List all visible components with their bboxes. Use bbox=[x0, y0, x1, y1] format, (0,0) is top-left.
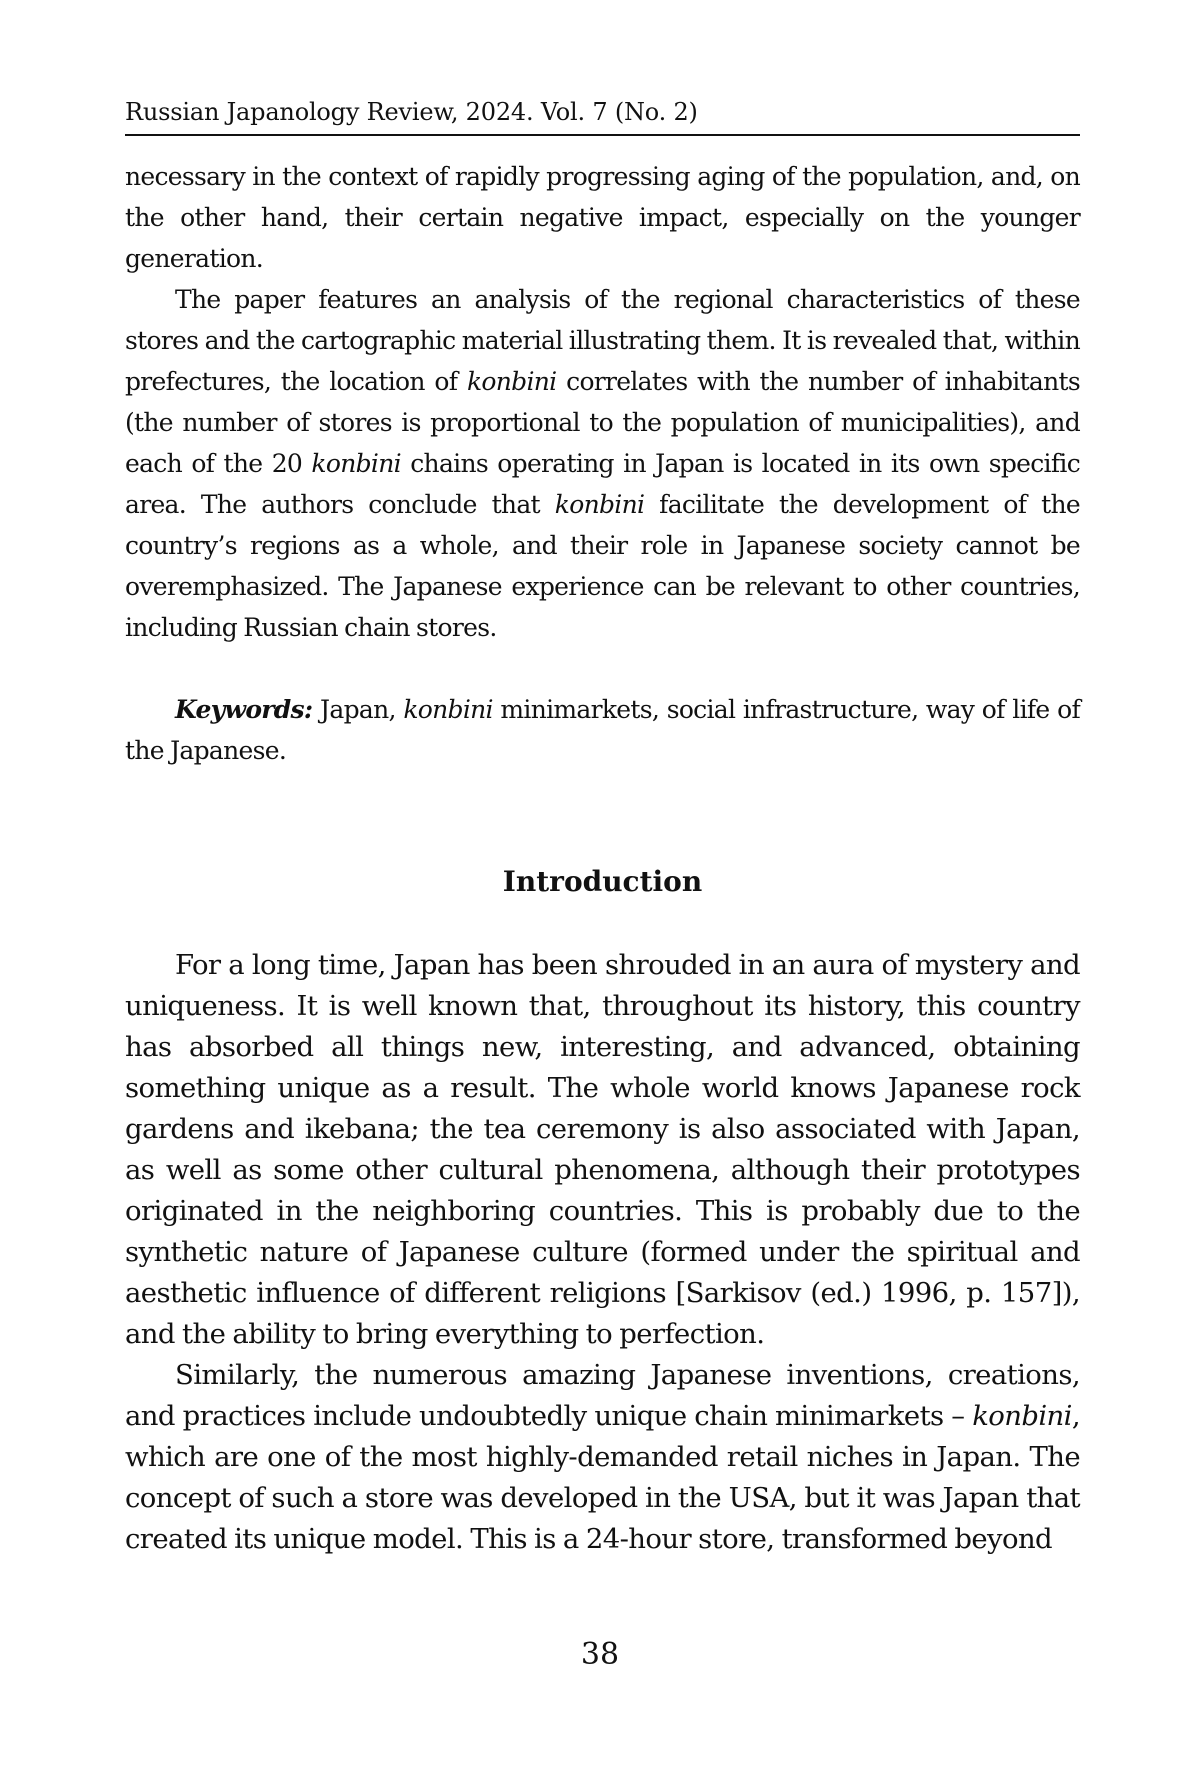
konbini-term: konbini bbox=[554, 490, 645, 519]
abstract-p2-text-c: chains operating in Japan is located in its own specific area. The authors conclude that bbox=[125, 449, 1080, 519]
introduction-paragraph-1: For a long time, Japan has been shrouded in an aura of mystery and uniqueness. It is well known that, throughout its history, this country has absorbed all things new, interesting, and advanced, obtaining something unique as a result. The whole world knows Japanese rock gardens and ikebana; the tea ceremony is also associated with Japan, as well as some other cultural phenomena, although their prototypes originated in the neighboring countries. This is probably due to the synthetic nature of Japanese culture (formed under the spiritual and aesthetic influence of different religions [Sarkisov (ed.) 1996, p. 157]), and the ability to bring everything to perfection. bbox=[125, 949, 1080, 1350]
keywords-paragraph bbox=[125, 689, 1080, 771]
abstract-section bbox=[125, 156, 1080, 771]
konbini-term: konbini bbox=[403, 695, 493, 724]
abstract-p2-text-b: correlates with the number of inhabitants (the number of stores is proportional to the population of municipalities), and each of the 20 bbox=[125, 367, 1080, 478]
intro-p2-text-b: , which are one of the most highly-demanded retail niches in Japan. The concept of such a store was developed in the USA, but it was Japan that created its unique model. This is a 24-hour store, transformed beyond bbox=[125, 1400, 1080, 1555]
section-heading-introduction: Introduction bbox=[502, 865, 703, 898]
keywords-text-a: Japan, bbox=[312, 695, 404, 724]
page-number: 38 bbox=[580, 1637, 620, 1672]
introduction-paragraph-2 bbox=[125, 1355, 1080, 1560]
konbini-term: konbini bbox=[466, 367, 557, 396]
abstract-p2-text-d: facilitate the development of the country’s regions as a whole, and their role in Japanese society cannot be overemphasized. The Japanese experience can be relevant to other countries, including Russian chain stores. bbox=[125, 490, 1080, 642]
keywords-text-b: minimarkets, social infrastructure, way of life of the Japanese. bbox=[125, 695, 1080, 765]
running-header: Russian Japanology Review, 2024. Vol. 7 (No. 2) bbox=[125, 96, 1080, 136]
abstract-p2-text-a: The paper features an analysis of the regional characteristics of these stores and the cartographic material illustrating them. It is revealed that, within prefectures, the location of bbox=[125, 285, 1080, 396]
page-content bbox=[125, 96, 1080, 1560]
introduction-section bbox=[125, 945, 1080, 1560]
abstract-paragraph-2 bbox=[125, 279, 1080, 648]
konbini-term: konbini bbox=[972, 1400, 1072, 1432]
intro-p2-text-a: Similarly, the numerous amazing Japanese inventions, creations, and practices include undoubtedly unique chain minimarkets – bbox=[125, 1359, 1080, 1432]
abstract-paragraph-1: necessary in the context of rapidly progressing aging of the population, and, on the other hand, their certain negative impact, especially on the younger generation. bbox=[125, 162, 1080, 273]
konbini-term: konbini bbox=[311, 449, 401, 478]
keywords-label: Keywords: bbox=[175, 695, 313, 724]
